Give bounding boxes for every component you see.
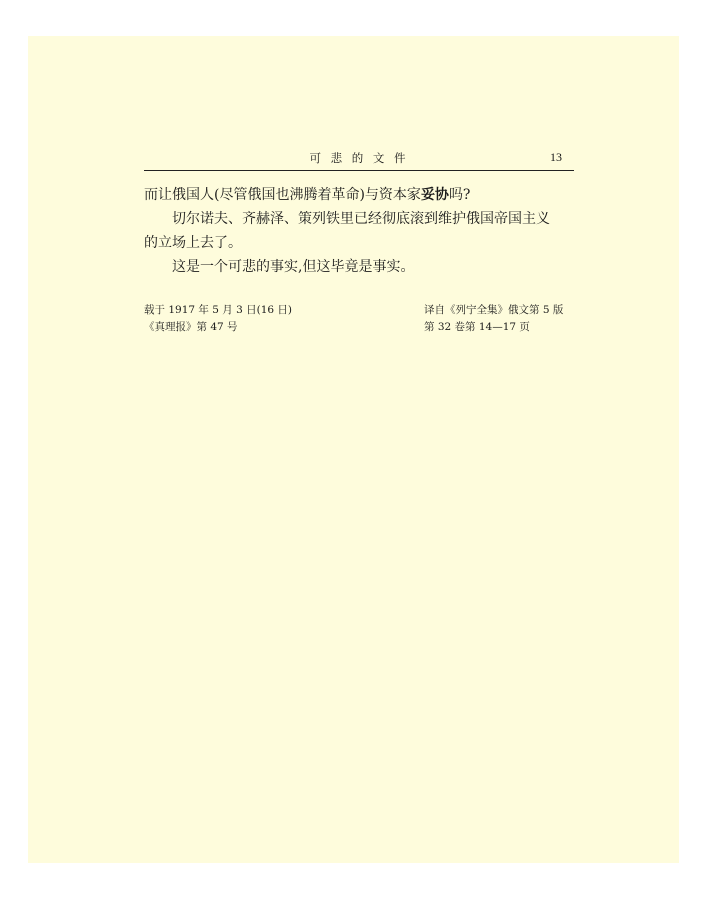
- paragraph-3: 这是一个可悲的事实,但这毕竟是事实。: [172, 259, 415, 275]
- paragraph-2-line-1: 切尔诺夫、齐赫泽、策列铁里已经彻底滚到维护俄国帝国主义: [172, 211, 550, 227]
- publication-issue: 《真理报》第 47 号: [144, 321, 238, 333]
- page-number: 13: [550, 150, 562, 164]
- publication-source: [144, 302, 292, 336]
- translation-pages: 第 32 卷第 14—17 页: [424, 321, 530, 333]
- emphasized-word: 妥协: [420, 187, 449, 203]
- body-text: [144, 183, 576, 279]
- running-title: 可 悲 的 文 件: [309, 151, 409, 165]
- running-header: [144, 150, 574, 171]
- paragraph-2-continuation: [144, 231, 576, 255]
- paragraph-1: [144, 183, 576, 207]
- translation-edition: 译自《列宁全集》俄文第 5 版: [424, 304, 564, 316]
- paragraph-2-line-2: 的立场上去了。: [144, 235, 242, 251]
- paragraph-1-end: 吗?: [448, 187, 471, 203]
- translation-source: [424, 302, 563, 336]
- publication-date: 载于 1917 年 5 月 3 日(16 日): [144, 304, 292, 316]
- paragraph-1-start: 而让俄国人(尽管俄国也沸腾着革命)与资本家: [144, 187, 421, 203]
- paragraph-2: [144, 207, 576, 231]
